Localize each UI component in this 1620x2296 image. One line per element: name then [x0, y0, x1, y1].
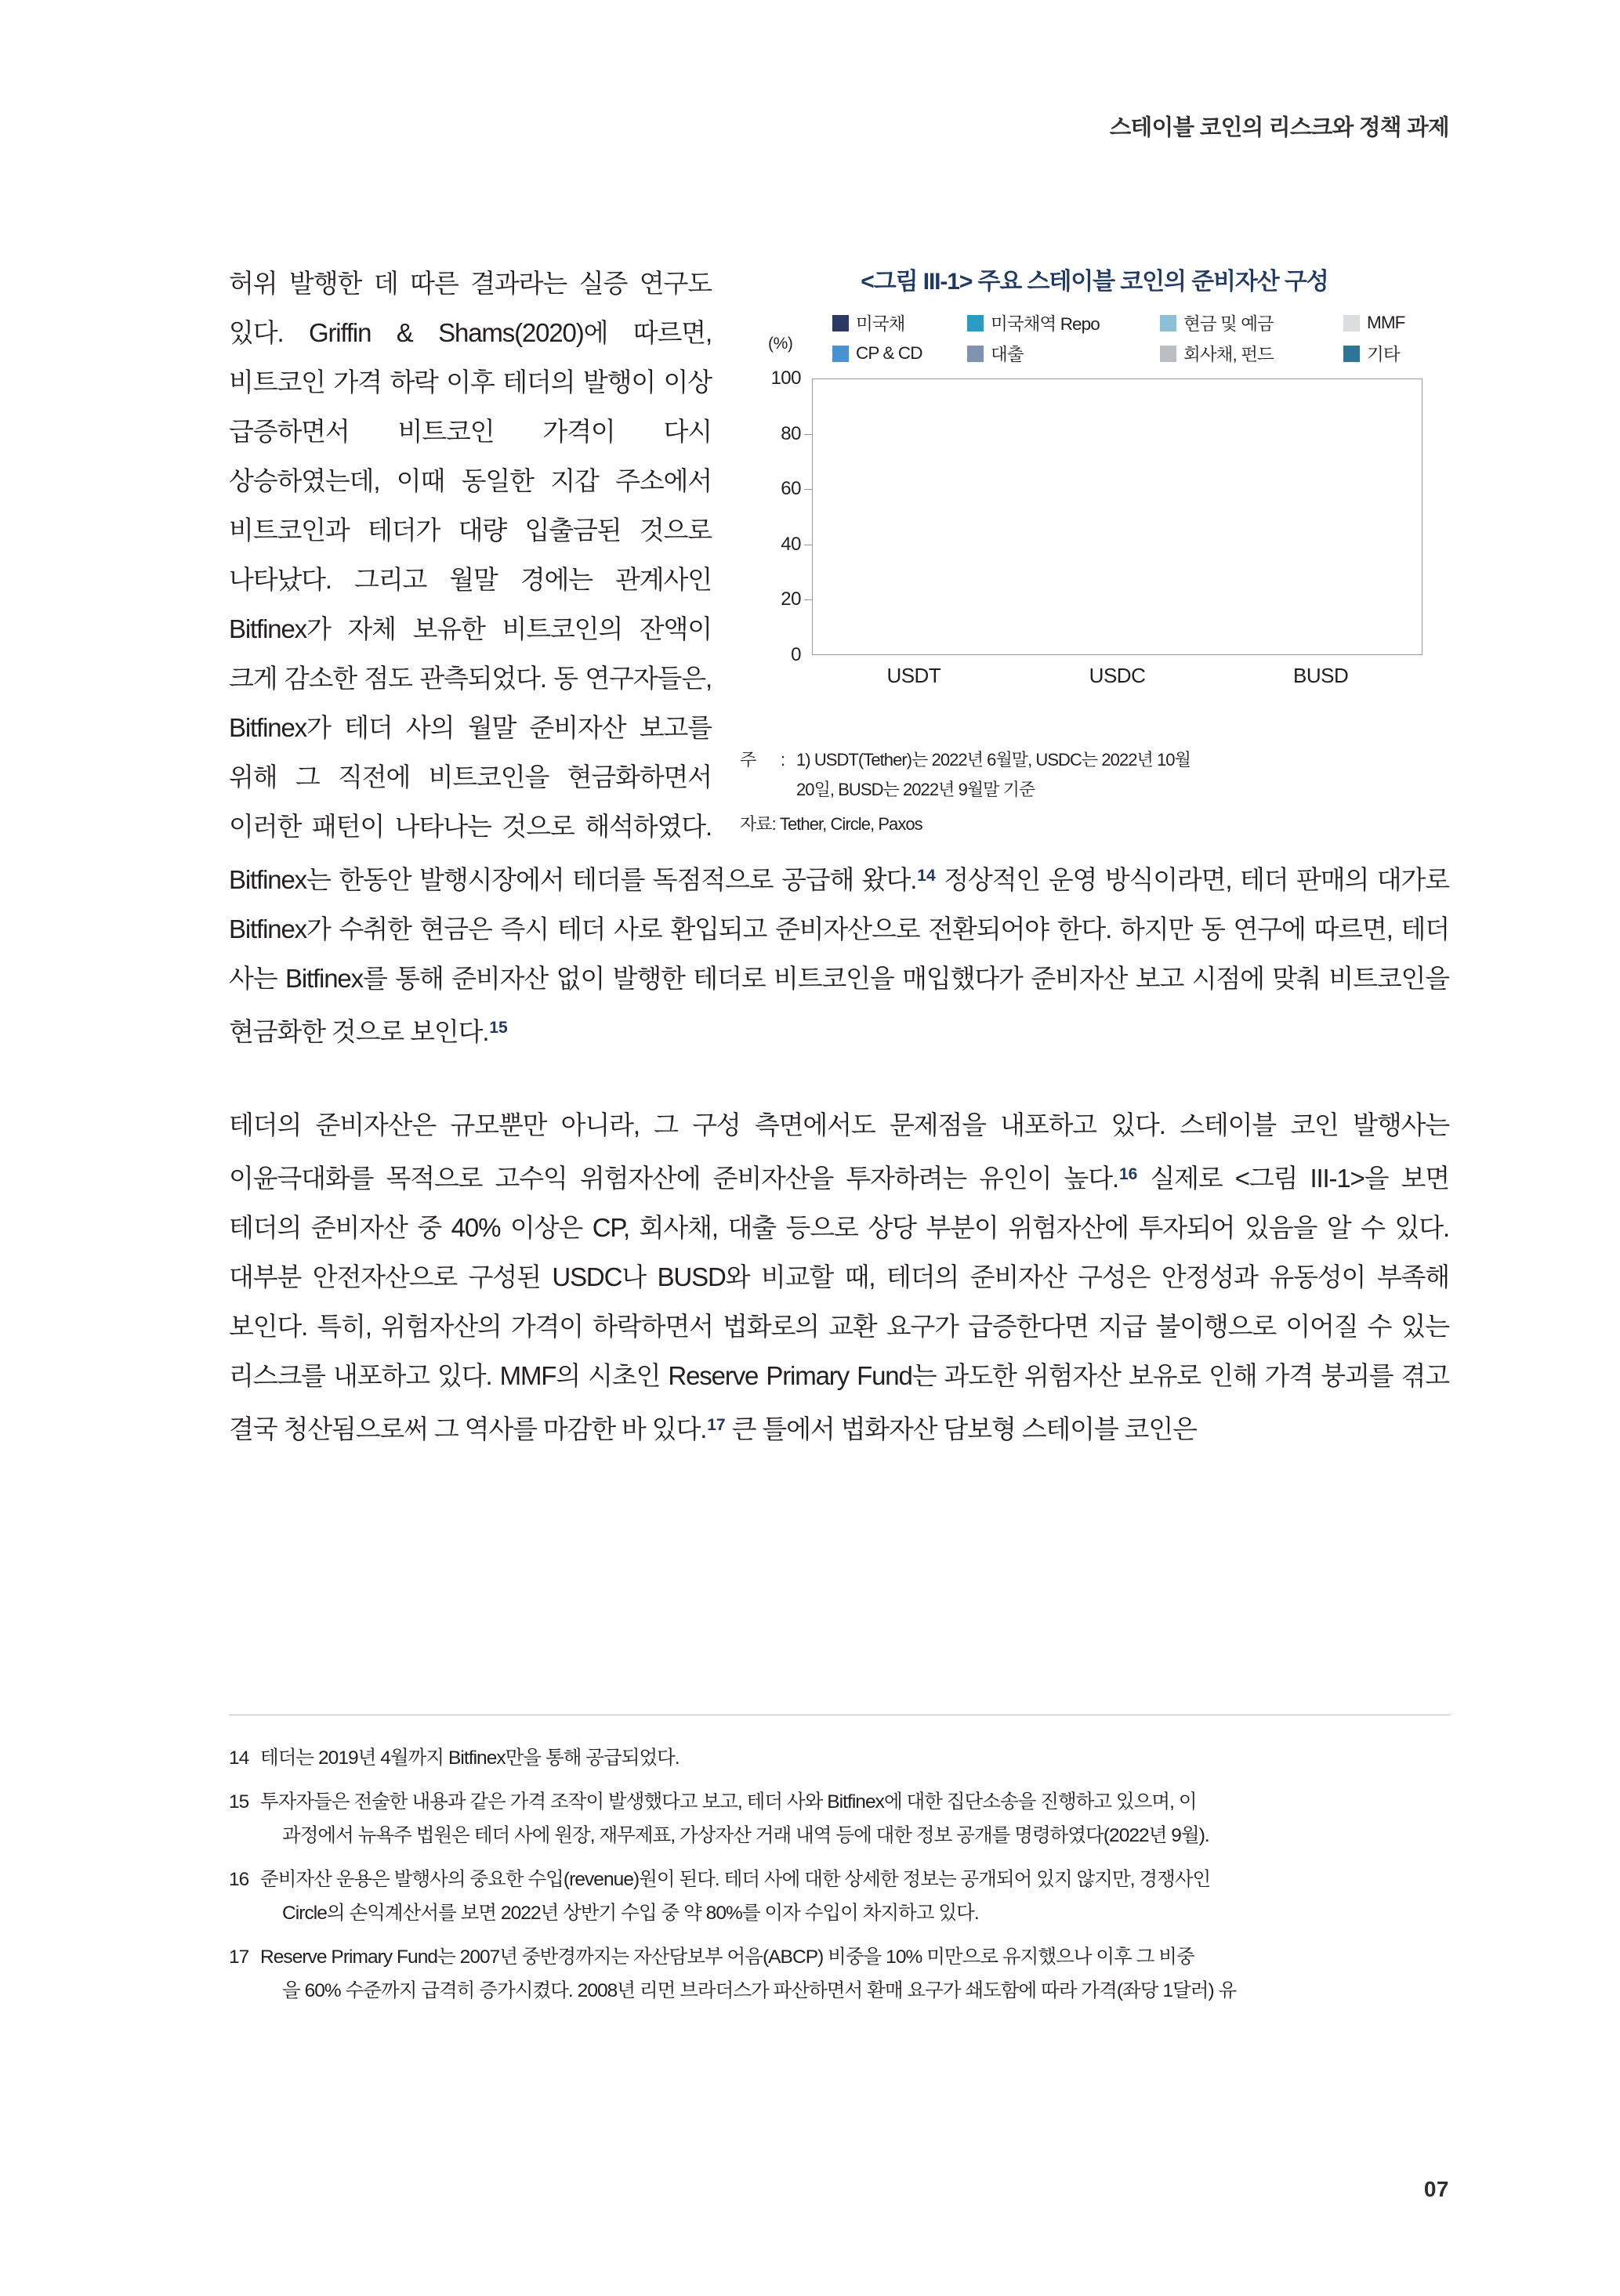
legend-swatch-icon [1343, 346, 1360, 362]
footnote-ref-14[interactable]: 14 [917, 867, 936, 885]
legend-label: 미국채 [856, 314, 905, 334]
legend-item-cash-deposits [1160, 310, 1343, 335]
footnote-text [260, 1863, 1451, 1930]
legend-label: 대출 [991, 345, 1024, 364]
footnote-ref-16[interactable]: 16 [1118, 1165, 1138, 1183]
legend-item-loans [967, 341, 1160, 366]
footnote-line: 을 60% 수준까지 급격히 증가시켰다. 2008년 리먼 브라더스가 파산하면서 환매 요구가 쇄도함에 따라 가격(좌당 1달러) 유 [282, 1980, 1237, 2001]
paragraph-2 [229, 1100, 1449, 1454]
body-column [229, 259, 1449, 1454]
y-axis-tick-labels [740, 368, 801, 665]
footnote-number: 15 [229, 1791, 249, 1813]
legend-swatch-icon [1343, 315, 1360, 331]
text-with-figure-block [229, 259, 1449, 1056]
legend-item-treasury-repo [967, 310, 1160, 335]
legend-item-other [1343, 341, 1461, 366]
footnote-15 [229, 1785, 1451, 1852]
paragraph-2-text-c: 큰 틀에서 법화자산 담보형 스테이블 코인은 [731, 1414, 1197, 1443]
page-number: 07 [1423, 2177, 1449, 2201]
legend-item-us-treasury [832, 310, 967, 335]
legend-label: 현금 및 예금 [1183, 314, 1274, 334]
footnote-16 [229, 1863, 1451, 1930]
running-header: 스테이블 코인의 리스크와 정책 과제 [1109, 115, 1449, 140]
footnote-line: Circle의 손익계산서를 보면 2022년 상반기 수입 중 약 80%를 이자 수입이 차지하고 있다. [282, 1903, 979, 1924]
bar-slot-busd [1219, 379, 1422, 654]
bar-slot-usdt [813, 379, 1016, 654]
legend-item-mmf [1343, 310, 1461, 335]
figure-note-line-1: 1) USDT(Tether)는 2022년 6월말, USDC는 2022년 10월 [796, 750, 1191, 770]
paragraph-1-tail: 정상적인 운영 방식이라면, 테더 판매의 대가로 Bitfinex가 수취한 현금은 즉시 테더 사로 환입되고 준비자산으로 전환되어야 한다. 하지만 동 연구에 따르면, 테더 사는 Bitfinex를 통해 준비자산 없이 발행한 테더로 비트코인을 매입했다가 준비자산 보고 시점에 맞춰 비트코인을 현금화한 것으로 보인다. [229, 865, 1449, 1046]
footnote-line: 투자자들은 전술한 내용과 같은 가격 조작이 발생했다고 보고, 테더 사와 Bitfinex에 대한 집단소송을 진행하고 있으며, 이 [260, 1791, 1197, 1813]
figure-note-line-2: 20일, BUSD는 2022년 9월말 기준 [796, 780, 1035, 799]
footnote-text [260, 1940, 1451, 2008]
y-tick-label: 0 [791, 644, 801, 665]
figure-note-colon: : [781, 750, 785, 770]
legend-swatch-icon [832, 315, 849, 331]
x-tick-label-usdt: USDT [886, 664, 941, 687]
figure-note-row [740, 745, 1449, 775]
legend-item-cp-cd [832, 341, 967, 366]
footnote-line: 준비자산 운용은 발행사의 중요한 수입(revenue)원이 된다. 테더 사에 대한 상세한 정보는 공개되어 있지 않지만, 경쟁사인 [260, 1869, 1211, 1890]
chart-container [740, 310, 1449, 839]
footnote-number: 16 [229, 1869, 249, 1890]
figure-iii-1 [740, 262, 1449, 839]
footnote-list [229, 1741, 1451, 2018]
y-tick-label: 20 [781, 588, 801, 610]
y-axis-tick [804, 489, 813, 490]
y-tick-label: 100 [770, 368, 801, 389]
bar-slot-usdc [1016, 379, 1219, 654]
legend-item-corporate-bonds-funds [1160, 341, 1343, 366]
y-tick-label: 60 [781, 478, 801, 500]
footnote-line: 과정에서 뉴욕주 법원은 테더 사에 원장, 재무제표, 가상자산 거래 내역 등에 대한 정보 공개를 명령하였다(2022년 9월). [282, 1825, 1209, 1846]
footnote-ref-15[interactable]: 15 [489, 1019, 508, 1037]
figure-title: <그림 III-1> 주요 스테이블 코인의 준비자산 구성 [861, 269, 1328, 295]
y-axis-tick [804, 434, 813, 435]
chart-legend [832, 310, 1449, 366]
y-axis-unit: (%) [768, 335, 793, 353]
x-tick-label-usdc: USDC [1089, 664, 1146, 687]
paragraph-2-text-a: 테더의 준비자산은 규모뿐만 아니라, 그 구성 측면에서도 문제점을 내포하고 있다. 스테이블 코인 발행사는 이윤극대화를 목적으로 고수익 위험자산에 준비자산을 투자하려는 유인이 높다. [229, 1110, 1449, 1193]
figure-source: 자료: Tether, Circle, Paxos [740, 814, 922, 834]
plot-area [812, 378, 1422, 655]
footnote-number: 14 [229, 1747, 249, 1769]
footnote-text [260, 1785, 1451, 1852]
figure-notes [740, 745, 1449, 839]
y-tick-label: 40 [781, 533, 801, 555]
y-axis-tick [804, 599, 813, 600]
legend-swatch-icon [1160, 315, 1176, 331]
legend-label: 미국채역 Repo [991, 314, 1100, 334]
legend-swatch-icon [967, 346, 984, 362]
legend-swatch-icon [832, 346, 849, 362]
footnote-line: Reserve Primary Fund는 2007년 중반경까지는 자산담보부 어음(ABCP) 비중을 10% 미만으로 유지했으나 이후 그 비중 [260, 1947, 1194, 1968]
legend-label: MMF [1367, 313, 1405, 332]
legend-label: 회사채, 펀드 [1183, 345, 1274, 364]
footnote-14 [229, 1741, 1451, 1775]
x-tick-label-busd: BUSD [1293, 664, 1349, 687]
footnote-ref-17[interactable]: 17 [707, 1416, 726, 1434]
footnote-17 [229, 1940, 1451, 2008]
bar-group [813, 379, 1422, 654]
y-tick-label: 80 [781, 422, 801, 444]
legend-swatch-icon [967, 315, 984, 331]
legend-label: CP & CD [856, 343, 922, 363]
footnote-text: 테더는 2019년 4월까지 Bitfinex만을 통해 공급되었다. [260, 1747, 680, 1769]
legend-swatch-icon [1160, 346, 1176, 362]
paragraph-2-text-b: 실제로 <그림 III-1>을 보면 테더의 준비자산 중 40% 이상은 CP, 회사채, 대출 등으로 상당 부분이 위험자산에 투자되어 있음을 알 수 있다. 대부분 안전자산으로 구성된 USDC나 BUSD와 비교할 때, 테더의 준비자산 구성은 안정성과 유동성이 부족해 보인다. 특히, 위험자산의 가격이 하락하면서 법화로의 교환 요구가 급증한다면 지급 불이행으로 이어질 수 있는 리스크를 내포하고 있다. MMF의 시초인 Reserve Primary Fund는 과도한 위험자산 보유로 인해 가격 붕괴를 겪고 결국 청산됨으로써 그 역사를 마감한 바 있다. [229, 1164, 1449, 1443]
x-axis-tick-labels [812, 664, 1422, 688]
paragraph-1-text: 허위 발행한 데 따른 결과라는 실증 연구도 있다. Griffin & Shams(2020)에 따르면, 비트코인 가격 하락 이후 테더의 발행이 이상 급증하면서 비트코인 가격이 다시 상승하였는데, 이때 동일한 지갑 주소에서 비트코인과 테더가 대량 입출금된 것으로 나타났다. 그리고 월말 경에는 관계사인 Bitfinex가 자체 보유한 비트코인의 잔액이 크게 감소한 점도 관측되었다. 동 연구자들은, Bitfinex가 테더 사의 월말 준비자산 보고를 위해 그 직전에 비트코인을 현금화하면서 이러한 패턴이 나타나는 것으로 해석하였다. Bitfinex는 한동안 발행시장에서 테더를 독점적으로 공급해 왔다. [229, 269, 917, 894]
legend-label: 기타 [1367, 345, 1400, 364]
figure-note-key: 주 [740, 750, 756, 770]
footnote-number: 17 [229, 1947, 249, 1968]
